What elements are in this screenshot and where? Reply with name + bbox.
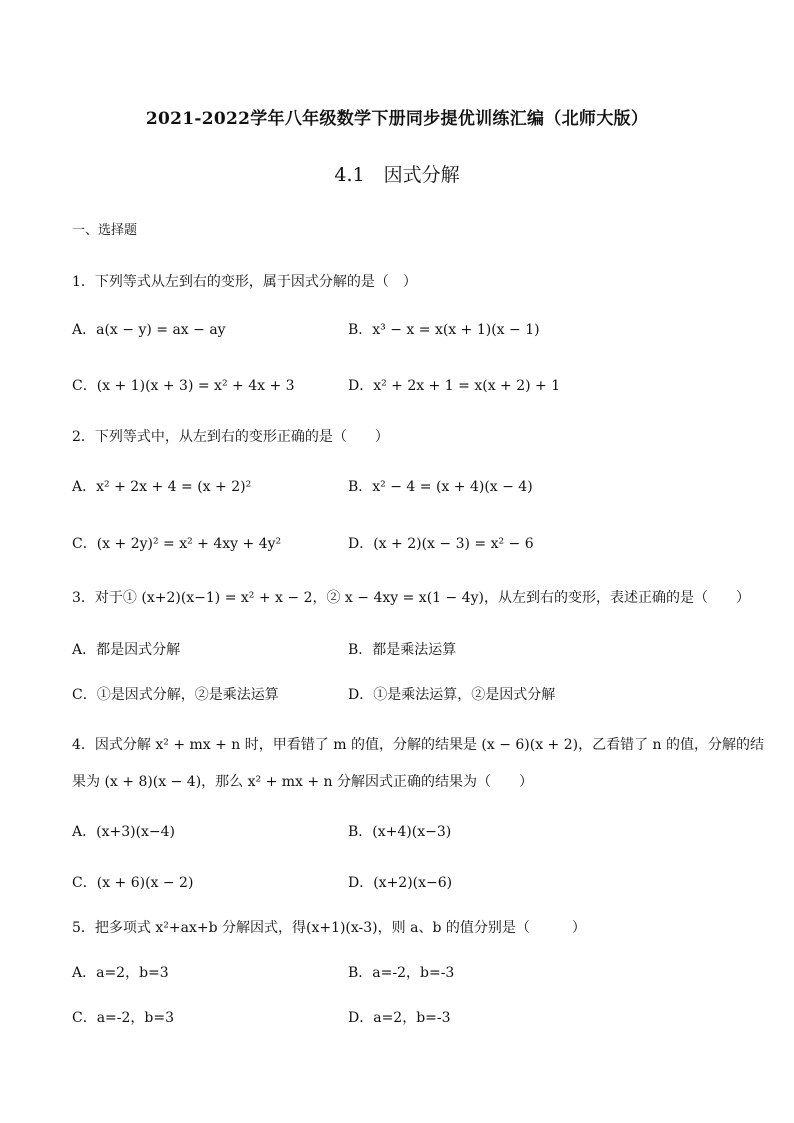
question-5-option-a: A．a=2，b=3 bbox=[72, 965, 169, 981]
question-4-stem-continued: 果为 (x + 8)(x − 4)，那么 x² + mx + n 分解因式正确的结果为（ ） bbox=[72, 774, 534, 790]
question-3-option-d: D．①是乘法运算，②是因式分解 bbox=[348, 687, 556, 703]
question-3-option-c: C．①是因式分解，②是乘法运算 bbox=[72, 687, 279, 703]
question-3-option-b: B．都是乘法运算 bbox=[348, 642, 457, 658]
question-4-option-b: B．(x+4)(x−3) bbox=[348, 824, 452, 840]
question-4-option-d: D．(x+2)(x−6) bbox=[348, 875, 453, 891]
question-4-option-a: A．(x+3)(x−4) bbox=[72, 824, 176, 840]
question-5-option-d: D．a=2，b=-3 bbox=[348, 1010, 451, 1026]
question-2-option-c: C．(x + 2y)² = x² + 4xy + 4y² bbox=[72, 536, 282, 552]
question-2-option-d: D．(x + 2)(x − 3) = x² − 6 bbox=[348, 536, 534, 552]
section-heading: 一、选择题 bbox=[72, 223, 138, 238]
question-2-option-a: A．x² + 2x + 4 = (x + 2)² bbox=[72, 479, 252, 495]
question-5-option-c: C．a=-2，b=3 bbox=[72, 1010, 175, 1026]
question-2-stem: 2．下列等式中，从左到右的变形正确的是（ ） bbox=[72, 429, 389, 445]
question-1-option-b: B．x³ − x = x(x + 1)(x − 1) bbox=[348, 322, 540, 338]
question-3-option-a: A．都是因式分解 bbox=[72, 642, 181, 658]
question-1-option-c: C．(x + 1)(x + 3) = x² + 4x + 3 bbox=[72, 378, 295, 394]
document-title: 2021-2022学年八年级数学下册同步提优训练汇编（北师大版） bbox=[145, 109, 649, 129]
question-3-stem: 3．对于① (x+2)(x−1) = x² + x − 2，② x − 4xy = x(1 − 4y)，从左到右的变形，表述正确的是（ ） bbox=[72, 590, 750, 606]
question-2-option-b: B．x² − 4 = (x + 4)(x − 4) bbox=[348, 479, 533, 495]
question-1-stem: 1．下列等式从左到右的变形，属于因式分解的是（ ） bbox=[72, 274, 417, 290]
question-5-option-b: B．a=-2，b=-3 bbox=[348, 965, 455, 981]
question-1-option-a: A．a(x − y) = ax − ay bbox=[72, 322, 226, 338]
question-1-option-d: D．x² + 2x + 1 = x(x + 2) + 1 bbox=[348, 378, 561, 394]
question-5-stem: 5．把多项式 x²+ax+b 分解因式，得(x+1)(x-3)，则 a、b 的值分别是（ ） bbox=[72, 920, 586, 936]
question-4-stem: 4．因式分解 x² + mx + n 时，甲看错了 m 的值，分解的结果是 (x − 6)(x + 2)，乙看错了 n 的值，分解的结 bbox=[72, 737, 765, 753]
question-4-option-c: C．(x + 6)(x − 2) bbox=[72, 875, 194, 891]
lesson-title: 4.1 因式分解 bbox=[334, 164, 460, 186]
